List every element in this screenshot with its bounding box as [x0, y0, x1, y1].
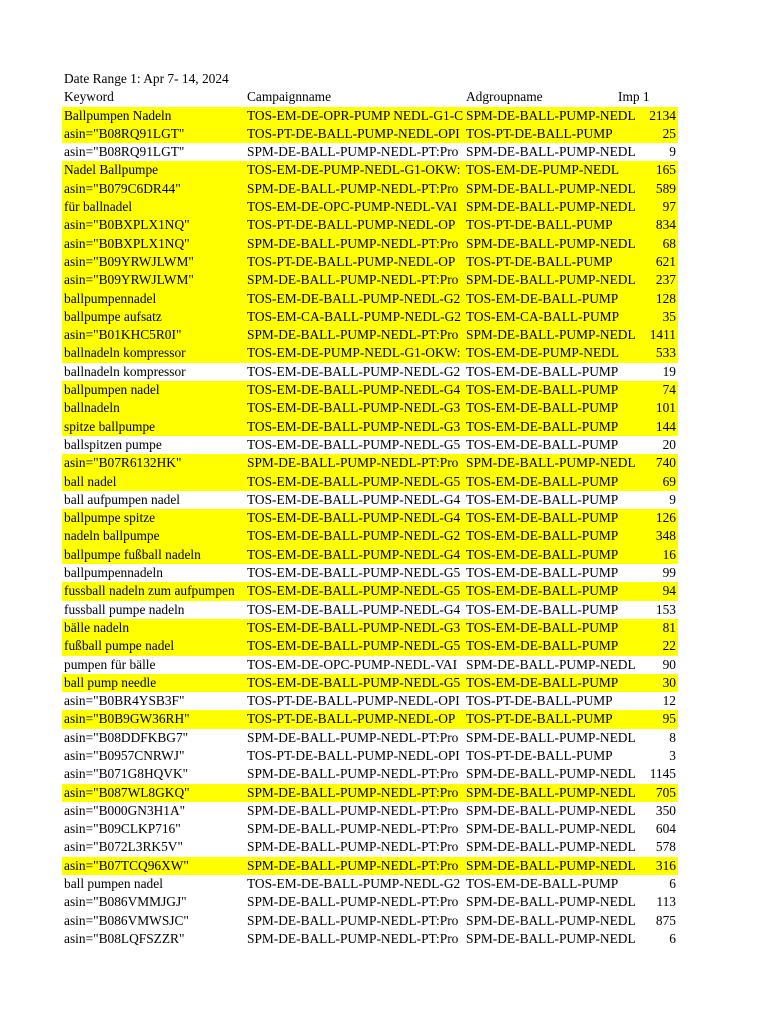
keyword-cell: asin="B08DDFKBG7" — [64, 729, 189, 745]
table-row — [62, 747, 678, 765]
keyword-cell: ballnadeln kompressor — [64, 363, 186, 379]
adgroupname-cell: TOS-EM-DE-BALL-PUMP — [466, 491, 619, 507]
header-campaignname: Campaignname — [247, 89, 332, 105]
table-row — [62, 637, 678, 655]
campaignname-cell: SPM-DE-BALL-PUMP-NEDL-PT:Pro — [247, 784, 459, 800]
keyword-cell: bälle nadeln — [64, 619, 130, 635]
campaignname-cell: TOS-EM-DE-BALL-PUMP-NEDL-G5 — [247, 583, 461, 599]
table-row — [62, 601, 678, 619]
imp-cell: 1411 — [649, 327, 676, 343]
keyword-cell: fußball pumpe nadel — [64, 638, 175, 654]
keyword-cell: ballnadeln kompressor — [64, 345, 186, 361]
adgroupname-cell: TOS-PT-DE-BALL-PUMP — [466, 711, 613, 727]
campaignname-cell: TOS-EM-DE-BALL-PUMP-NEDL-G4 — [247, 601, 461, 617]
spreadsheet — [62, 70, 678, 948]
campaignname-cell: TOS-EM-DE-BALL-PUMP-NEDL-G4 — [247, 546, 461, 562]
imp-cell: 578 — [655, 839, 676, 855]
campaignname-cell: SPM-DE-BALL-PUMP-NEDL-PT:Pro — [247, 821, 459, 837]
imp-cell: 68 — [662, 235, 676, 251]
keyword-cell: asin="B09CLKP716" — [64, 821, 181, 837]
table-row — [62, 326, 678, 344]
table-row — [62, 271, 678, 289]
keyword-cell: asin="B07TCQ96XW" — [64, 857, 189, 873]
keyword-cell: asin="B079C6DR44" — [64, 180, 181, 196]
table-row — [62, 838, 678, 856]
table-row — [62, 235, 678, 253]
adgroupname-cell: SPM-DE-BALL-PUMP-NEDL — [466, 766, 636, 782]
keyword-cell: asin="B0BR4YSB3F" — [64, 693, 185, 709]
table-row — [62, 656, 678, 674]
table-row — [62, 418, 678, 436]
adgroupname-cell: TOS-EM-CA-BALL-PUMP — [466, 308, 620, 324]
imp-cell: 22 — [662, 638, 676, 654]
keyword-cell: ball pump needle — [64, 674, 157, 690]
imp-cell: 94 — [662, 583, 676, 599]
imp-cell: 30 — [662, 674, 676, 690]
adgroupname-cell: SPM-DE-BALL-PUMP-NEDL — [466, 656, 636, 672]
campaignname-cell: SPM-DE-BALL-PUMP-NEDL-PT:Pro — [247, 766, 459, 782]
adgroupname-cell: TOS-EM-DE-BALL-PUMP — [466, 674, 619, 690]
keyword-cell: ballpumpen nadel — [64, 382, 160, 398]
adgroupname-cell: SPM-DE-BALL-PUMP-NEDL — [466, 821, 636, 837]
imp-cell: 128 — [655, 290, 676, 306]
imp-cell: 8 — [669, 729, 676, 745]
imp-cell: 35 — [662, 308, 676, 324]
campaignname-cell: TOS-EM-DE-BALL-PUMP-NEDL-G3 — [247, 619, 461, 635]
keyword-cell: ballspitzen pumpe — [64, 436, 162, 452]
table-row — [62, 930, 678, 948]
table-row — [62, 125, 678, 143]
imp-cell: 740 — [655, 455, 676, 471]
campaignname-cell: TOS-EM-DE-OPC-PUMP-NEDL-VAI — [247, 199, 458, 215]
imp-cell: 101 — [655, 400, 676, 416]
imp-cell: 2134 — [649, 107, 676, 123]
keyword-cell: ballpumpe fußball nadeln — [64, 546, 201, 562]
adgroupname-cell: SPM-DE-BALL-PUMP-NEDL — [466, 857, 636, 873]
imp-cell: 875 — [655, 912, 676, 928]
table-row — [62, 802, 678, 820]
campaignname-cell: TOS-EM-DE-BALL-PUMP-NEDL-G5 — [247, 638, 461, 654]
imp-cell: 144 — [655, 418, 676, 434]
adgroupname-cell: TOS-EM-DE-PUMP-NEDL — [466, 162, 619, 178]
table-row — [62, 308, 678, 326]
campaignname-cell: SPM-DE-BALL-PUMP-NEDL-PT:Pro — [247, 729, 459, 745]
campaignname-cell: TOS-PT-DE-BALL-PUMP-NEDL-OP — [247, 253, 456, 269]
campaignname-cell: TOS-EM-DE-BALL-PUMP-NEDL-G3 — [247, 418, 461, 434]
keyword-cell: ball aufpumpen nadel — [64, 491, 181, 507]
table-row — [62, 344, 678, 362]
imp-cell: 95 — [662, 711, 676, 727]
campaignname-cell: SPM-DE-BALL-PUMP-NEDL-PT:Pro — [247, 327, 459, 343]
adgroupname-cell: TOS-EM-DE-BALL-PUMP — [466, 510, 619, 526]
adgroupname-cell: SPM-DE-BALL-PUMP-NEDL — [466, 784, 636, 800]
imp-cell: 20 — [662, 436, 676, 452]
campaignname-cell: TOS-EM-DE-OPC-PUMP-NEDL-VAI — [247, 656, 458, 672]
keyword-cell: asin="B08RQ91LGT" — [64, 144, 185, 160]
header-imp: Imp 1 — [618, 89, 650, 105]
table-row — [62, 216, 678, 234]
campaignname-cell: TOS-EM-DE-OPR-PUMP NEDL-G1-C — [247, 107, 464, 123]
campaignname-cell: TOS-PT-DE-BALL-PUMP-NEDL-OP — [247, 711, 456, 727]
adgroupname-cell: TOS-EM-DE-BALL-PUMP — [466, 619, 619, 635]
keyword-cell: asin="B09YRWJLWM" — [64, 272, 194, 288]
adgroupname-cell: SPM-DE-BALL-PUMP-NEDL — [466, 729, 636, 745]
keyword-cell: ballpumpe aufsatz — [64, 308, 162, 324]
campaignname-cell: SPM-DE-BALL-PUMP-NEDL-PT:Pro — [247, 857, 459, 873]
table-row — [62, 290, 678, 308]
keyword-cell: asin="B071G8HQVK" — [64, 766, 189, 782]
imp-cell: 153 — [655, 601, 676, 617]
adgroupname-cell: SPM-DE-BALL-PUMP-NEDL — [466, 455, 636, 471]
imp-cell: 705 — [655, 784, 676, 800]
campaignname-cell: TOS-EM-DE-BALL-PUMP-NEDL-G2 — [247, 528, 461, 544]
campaignname-cell: TOS-EM-DE-BALL-PUMP-NEDL-G4 — [247, 510, 461, 526]
campaignname-cell: SPM-DE-BALL-PUMP-NEDL-PT:Pro — [247, 235, 459, 251]
adgroupname-cell: TOS-EM-DE-BALL-PUMP — [466, 382, 619, 398]
imp-cell: 9 — [669, 144, 676, 160]
keyword-cell: ballpumpennadel — [64, 290, 157, 306]
table-row — [62, 729, 678, 747]
keyword-cell: ball nadel — [64, 473, 117, 489]
campaignname-cell: SPM-DE-BALL-PUMP-NEDL-PT:Pro — [247, 144, 459, 160]
campaignname-cell: SPM-DE-BALL-PUMP-NEDL-PT:Pro — [247, 802, 459, 818]
keyword-cell: asin="B0B9GW36RH" — [64, 711, 190, 727]
adgroupname-cell: TOS-EM-DE-BALL-PUMP — [466, 638, 619, 654]
campaignname-cell: SPM-DE-BALL-PUMP-NEDL-PT:Pro — [247, 912, 459, 928]
table-row — [62, 893, 678, 911]
imp-cell: 97 — [662, 199, 676, 215]
adgroupname-cell: TOS-EM-DE-BALL-PUMP — [466, 290, 619, 306]
keyword-cell: fussball nadeln zum aufpumpen — [64, 583, 235, 599]
keyword-cell: für ballnadel — [64, 199, 133, 215]
table-row — [62, 161, 678, 179]
campaignname-cell: TOS-EM-DE-BALL-PUMP-NEDL-G4 — [247, 491, 461, 507]
campaignname-cell: TOS-EM-DE-BALL-PUMP-NEDL-G5 — [247, 436, 461, 452]
adgroupname-cell: TOS-EM-DE-BALL-PUMP — [466, 565, 619, 581]
campaignname-cell: SPM-DE-BALL-PUMP-NEDL-PT:Pro — [247, 272, 459, 288]
imp-cell: 12 — [662, 693, 676, 709]
imp-cell: 350 — [655, 802, 676, 818]
table-row — [62, 180, 678, 198]
keyword-cell: spitze ballpumpe — [64, 418, 156, 434]
table-body — [62, 107, 678, 949]
imp-cell: 834 — [655, 217, 676, 233]
campaignname-cell: TOS-PT-DE-BALL-PUMP-NEDL-OPI — [247, 747, 460, 763]
table-row — [62, 399, 678, 417]
campaignname-cell: TOS-EM-DE-BALL-PUMP-NEDL-G4 — [247, 382, 461, 398]
keyword-cell: ballpumpennadeln — [64, 565, 163, 581]
keyword-cell: asin="B086VMWSJC" — [64, 912, 189, 928]
adgroupname-cell: SPM-DE-BALL-PUMP-NEDL — [466, 930, 636, 946]
keyword-cell: asin="B09YRWJLWM" — [64, 253, 194, 269]
campaignname-cell: TOS-PT-DE-BALL-PUMP-NEDL-OPI — [247, 693, 460, 709]
table-row — [62, 363, 678, 381]
campaignname-cell: TOS-EM-DE-BALL-PUMP-NEDL-G5 — [247, 674, 461, 690]
table-row — [62, 564, 678, 582]
adgroupname-cell: SPM-DE-BALL-PUMP-NEDL — [466, 180, 636, 196]
campaignname-cell: SPM-DE-BALL-PUMP-NEDL-PT:Pro — [247, 455, 459, 471]
imp-cell: 69 — [662, 473, 676, 489]
table-row — [62, 857, 678, 875]
table-row — [62, 454, 678, 472]
table-row — [62, 875, 678, 893]
campaignname-cell: TOS-EM-CA-BALL-PUMP-NEDL-G2 — [247, 308, 461, 324]
adgroupname-cell: TOS-PT-DE-BALL-PUMP — [466, 747, 613, 763]
table-row — [62, 473, 678, 491]
campaignname-cell: SPM-DE-BALL-PUMP-NEDL-PT:Pro — [247, 839, 459, 855]
table-row — [62, 436, 678, 454]
imp-cell: 589 — [655, 180, 676, 196]
imp-cell: 3 — [669, 747, 676, 763]
keyword-cell: asin="B01KHC5R0I" — [64, 327, 182, 343]
adgroupname-cell: TOS-EM-DE-PUMP-NEDL — [466, 345, 619, 361]
adgroupname-cell: TOS-EM-DE-BALL-PUMP — [466, 418, 619, 434]
imp-cell: 165 — [655, 162, 676, 178]
adgroupname-cell: TOS-PT-DE-BALL-PUMP — [466, 217, 613, 233]
campaignname-cell: SPM-DE-BALL-PUMP-NEDL-PT:Pro — [247, 180, 459, 196]
table-row — [62, 820, 678, 838]
date-range-label: Date Range 1: Apr 7- 14, 2024 — [64, 71, 229, 86]
adgroupname-cell: TOS-EM-DE-BALL-PUMP — [466, 473, 619, 489]
imp-cell: 81 — [662, 619, 676, 635]
adgroupname-cell: SPM-DE-BALL-PUMP-NEDL — [466, 199, 636, 215]
imp-cell: 113 — [656, 894, 676, 910]
keyword-cell: ball pumpen nadel — [64, 876, 163, 892]
adgroupname-cell: TOS-PT-DE-BALL-PUMP — [466, 253, 613, 269]
adgroupname-cell: SPM-DE-BALL-PUMP-NEDL — [466, 272, 636, 288]
keyword-cell: asin="B08RQ91LGT" — [64, 125, 185, 141]
adgroupname-cell: SPM-DE-BALL-PUMP-NEDL — [466, 912, 636, 928]
keyword-cell: fussball pumpe nadeln — [64, 601, 185, 617]
table-row — [62, 143, 678, 161]
imp-cell: 1145 — [649, 766, 676, 782]
keyword-cell: asin="B087WL8GKQ" — [64, 784, 190, 800]
campaignname-cell: TOS-EM-DE-BALL-PUMP-NEDL-G3 — [247, 400, 461, 416]
table-row — [62, 198, 678, 216]
table-row — [62, 765, 678, 783]
table-row — [62, 107, 678, 125]
adgroupname-cell: TOS-EM-DE-BALL-PUMP — [466, 601, 619, 617]
imp-cell: 316 — [655, 857, 676, 873]
table-row — [62, 619, 678, 637]
campaignname-cell: TOS-PT-DE-BALL-PUMP-NEDL-OP — [247, 217, 456, 233]
imp-cell: 99 — [662, 565, 676, 581]
imp-cell: 90 — [662, 656, 676, 672]
campaignname-cell: TOS-EM-DE-PUMP-NEDL-G1-OKW: — [247, 345, 461, 361]
adgroupname-cell: SPM-DE-BALL-PUMP-NEDL — [466, 839, 636, 855]
adgroupname-cell: SPM-DE-BALL-PUMP-NEDL — [466, 144, 636, 160]
adgroupname-cell: SPM-DE-BALL-PUMP-NEDL — [466, 802, 636, 818]
campaignname-cell: TOS-EM-DE-BALL-PUMP-NEDL-G2 — [247, 290, 461, 306]
table-row — [62, 253, 678, 271]
campaignname-cell: TOS-EM-DE-BALL-PUMP-NEDL-G5 — [247, 565, 461, 581]
imp-cell: 348 — [655, 528, 676, 544]
campaignname-cell: TOS-EM-DE-BALL-PUMP-NEDL-G2 — [247, 363, 461, 379]
imp-cell: 25 — [662, 125, 676, 141]
imp-cell: 126 — [655, 510, 676, 526]
adgroupname-cell: TOS-EM-DE-BALL-PUMP — [466, 583, 619, 599]
keyword-cell: ballnadeln — [64, 400, 120, 416]
keyword-cell: asin="B0BXPLX1NQ" — [64, 217, 190, 233]
adgroupname-cell: TOS-EM-DE-BALL-PUMP — [466, 436, 619, 452]
keyword-cell: asin="B072L3RK5V" — [64, 839, 183, 855]
table-row — [62, 674, 678, 692]
table-row — [62, 546, 678, 564]
keyword-cell: Ballpumpen Nadeln — [64, 107, 172, 123]
keyword-cell: asin="B086VMMJGJ" — [64, 894, 187, 910]
imp-cell: 237 — [655, 272, 676, 288]
adgroupname-cell: TOS-EM-DE-BALL-PUMP — [466, 546, 619, 562]
table-row — [62, 912, 678, 930]
imp-cell: 6 — [669, 930, 676, 946]
adgroupname-cell: TOS-EM-DE-BALL-PUMP — [466, 363, 619, 379]
header-row — [62, 88, 678, 106]
adgroupname-cell: TOS-EM-DE-BALL-PUMP — [466, 400, 619, 416]
imp-cell: 74 — [662, 382, 676, 398]
table-row — [62, 692, 678, 710]
table-row — [62, 527, 678, 545]
campaignname-cell: TOS-PT-DE-BALL-PUMP-NEDL-OPI — [247, 125, 460, 141]
adgroupname-cell: SPM-DE-BALL-PUMP-NEDL — [466, 894, 636, 910]
table-row — [62, 491, 678, 509]
imp-cell: 533 — [655, 345, 676, 361]
table-row — [62, 509, 678, 527]
adgroupname-cell: TOS-EM-DE-BALL-PUMP — [466, 876, 619, 892]
imp-cell: 604 — [655, 821, 676, 837]
header-adgroupname: Adgroupname — [466, 89, 543, 105]
table-row — [62, 582, 678, 600]
imp-cell: 16 — [662, 546, 676, 562]
keyword-cell: nadeln ballpumpe — [64, 528, 160, 544]
campaignname-cell: TOS-EM-DE-BALL-PUMP-NEDL-G2 — [247, 876, 461, 892]
keyword-cell: asin="B000GN3H1A" — [64, 802, 186, 818]
adgroupname-cell: TOS-PT-DE-BALL-PUMP — [466, 693, 613, 709]
keyword-cell: pumpen für bälle — [64, 656, 156, 672]
imp-cell: 6 — [669, 876, 676, 892]
campaignname-cell: TOS-EM-DE-BALL-PUMP-NEDL-G5 — [247, 473, 461, 489]
adgroupname-cell: SPM-DE-BALL-PUMP-NEDL — [466, 327, 636, 343]
adgroupname-cell: TOS-EM-DE-BALL-PUMP — [466, 528, 619, 544]
keyword-cell: asin="B08LQFSZZR" — [64, 930, 185, 946]
adgroupname-cell: SPM-DE-BALL-PUMP-NEDL — [466, 235, 636, 251]
imp-cell: 9 — [669, 491, 676, 507]
imp-cell: 621 — [655, 253, 676, 269]
keyword-cell: ballpumpe spitze — [64, 510, 156, 526]
campaignname-cell: TOS-EM-DE-PUMP-NEDL-G1-OKW: — [247, 162, 461, 178]
table-row — [62, 784, 678, 802]
keyword-cell: Nadel Ballpumpe — [64, 162, 159, 178]
imp-cell: 19 — [662, 363, 676, 379]
table-row — [62, 710, 678, 728]
adgroupname-cell: SPM-DE-BALL-PUMP-NEDL — [466, 107, 636, 123]
header-keyword: Keyword — [64, 89, 114, 105]
keyword-cell: asin="B07R6132HK" — [64, 455, 182, 471]
campaignname-cell: SPM-DE-BALL-PUMP-NEDL-PT:Pro — [247, 894, 459, 910]
table-row — [62, 381, 678, 399]
keyword-cell: asin="B0BXPLX1NQ" — [64, 235, 190, 251]
campaignname-cell: SPM-DE-BALL-PUMP-NEDL-PT:Pro — [247, 930, 459, 946]
keyword-cell: asin="B0957CNRWJ" — [64, 747, 185, 763]
adgroupname-cell: TOS-PT-DE-BALL-PUMP — [466, 125, 613, 141]
